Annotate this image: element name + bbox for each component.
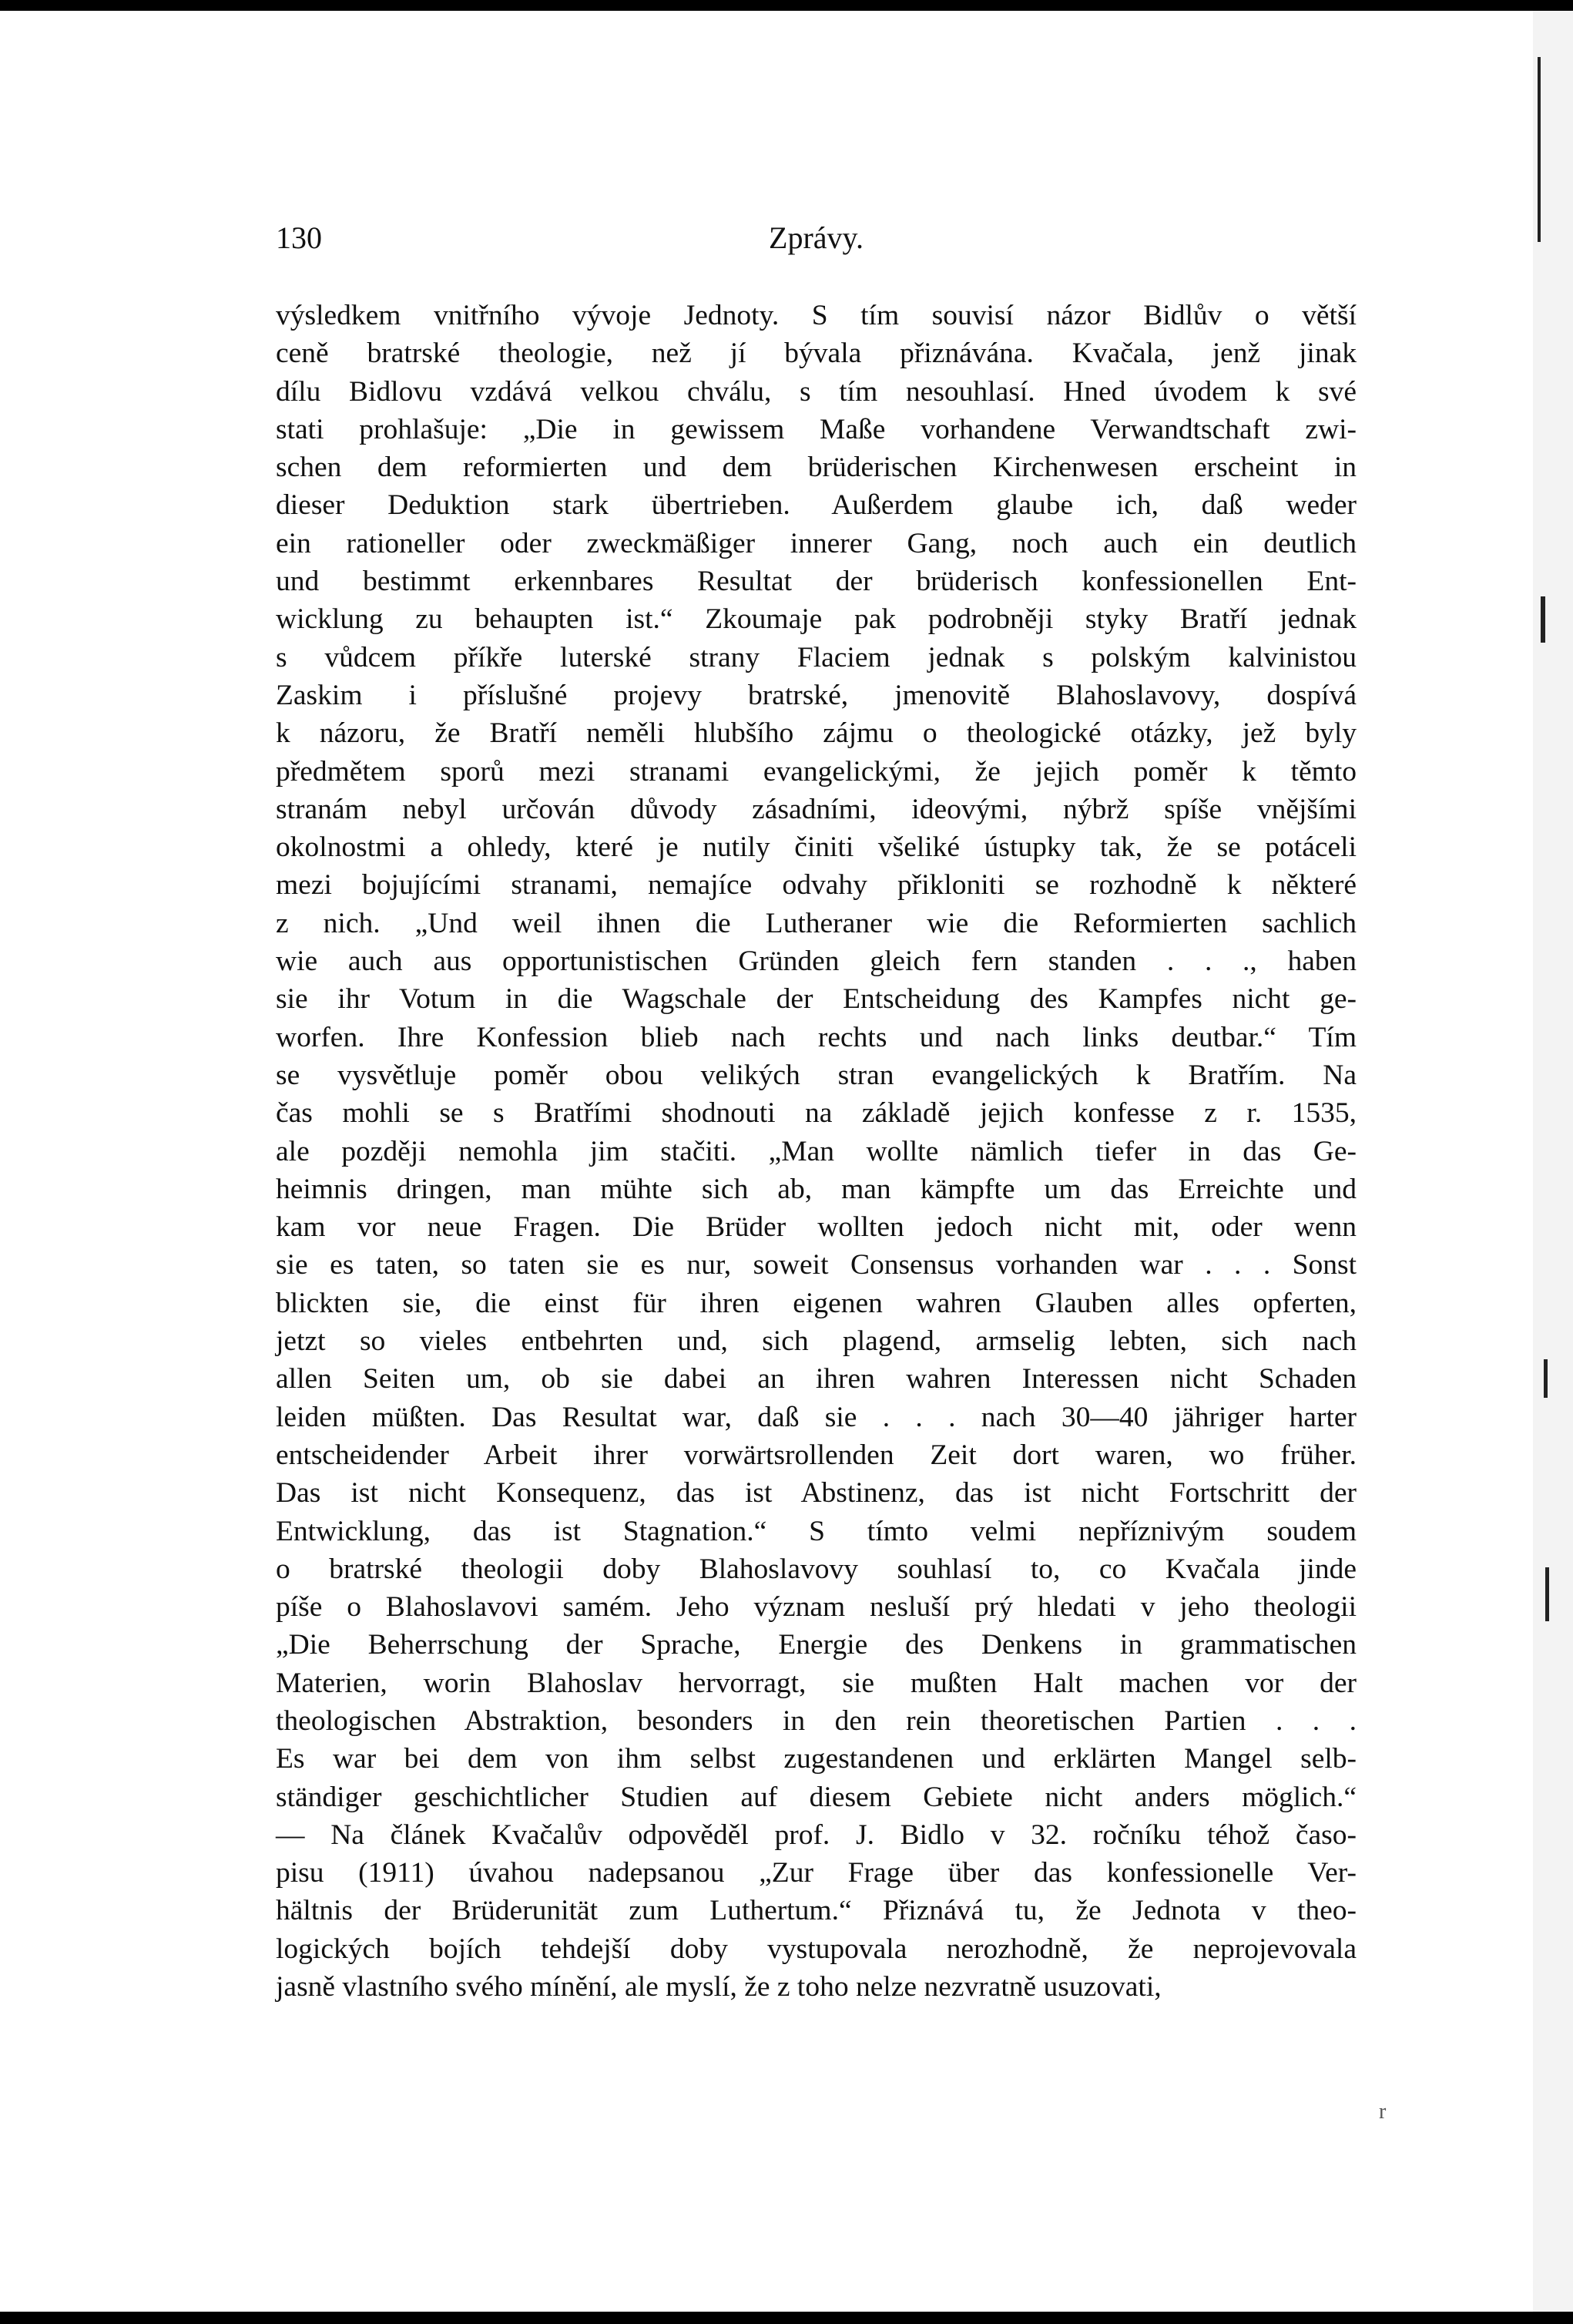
text-line: Materien, worin Blahoslav hervorragt, sie mußten Halt machen vor der	[276, 1667, 1357, 1699]
text-line: pisu (1911) úvahou nadepsanou „Zur Frage über das konfessionelle Ver-	[276, 1857, 1357, 1889]
text-line: k názoru, že Bratří neměli hlubšího zájmu o theologické otázky, jež byly	[276, 717, 1357, 750]
scan-edge	[1533, 11, 1573, 2312]
text-line: theologischen Abstraktion, besonders in den rein theoretischen Partien . . .	[276, 1704, 1357, 1737]
text-line: worfen. Ihre Konfession blieb nach rechts und nach links deutbar.“ Tím	[276, 1021, 1357, 1053]
text-line: jasně vlastního svého mínění, ale myslí, že z toho nelze nezvratně usuzovati,	[276, 1971, 1162, 2003]
text-line: entscheidender Arbeit ihrer vorwärtsrollenden Zeit dort waren, wo früher.	[276, 1439, 1357, 1471]
text-line: kam vor neue Fragen. Die Brüder wollten jedoch nicht mit, oder wenn	[276, 1211, 1357, 1244]
scan-edge-line	[1541, 596, 1545, 643]
text-line: Entwicklung, das ist Stagnation.“ S tímto velmi nepříznivým soudem	[276, 1515, 1357, 1547]
running-head	[276, 220, 1357, 266]
text-line: allen Seiten um, ob sie dabei an ihren wahren Interessen nicht Schaden	[276, 1363, 1357, 1395]
text-line: Zaskim i příslušné projevy bratrské, jmenovitě Blahoslavovy, dospívá	[276, 679, 1357, 711]
text-line: jetzt so vieles entbehrten und, sich plagend, armselig lebten, sich nach	[276, 1325, 1357, 1358]
body-text	[276, 297, 1357, 2006]
text-line: hältnis der Brüderunität zum Luthertum.“ Přiznává tu, že Jednota v theo-	[276, 1895, 1357, 1927]
text-line: okolnostmi a ohledy, které je nutily činiti všeliké ústupky tak, že se potáceli	[276, 831, 1357, 864]
text-line: píše o Blahoslavovi samém. Jeho význam nesluší prý hledati v jeho theologii	[276, 1591, 1357, 1624]
text-line: wicklung zu behaupten ist.“ Zkoumaje pak podrobněji styky Bratří jednak	[276, 603, 1357, 636]
text-line: stranám nebyl určován důvody zásadními, ideovými, nýbrž spíše vnějšími	[276, 793, 1357, 825]
text-line: s vůdcem příkře luterské strany Flaciem jednak s polským kalvinistou	[276, 641, 1357, 673]
text-line: sie es taten, so taten sie es nur, soweit Consensus vorhanden war . . . Sonst	[276, 1249, 1357, 1281]
text-line: logických bojích tehdejší doby vystupovala nerozhodně, že neprojevovala	[276, 1933, 1357, 1965]
text-line: ale později nemohla jim stačiti. „Man wollte nämlich tiefer in das Ge-	[276, 1135, 1357, 1167]
text-line: sie ihr Votum in die Wagschale der Entscheidung des Kampfes nicht ge-	[276, 983, 1357, 1016]
text-line: dieser Deduktion stark übertrieben. Außerdem glaube ich, daß weder	[276, 489, 1357, 522]
text-line: und bestimmt erkennbares Resultat der brüderisch konfessionellen Ent-	[276, 566, 1357, 598]
text-line: schen dem reformierten und dem brüderischen Kirchenwesen erscheint in	[276, 452, 1357, 484]
scan-edge-line	[1538, 57, 1541, 242]
scan-edge-line	[1545, 1567, 1549, 1621]
page-number: 130	[276, 220, 322, 255]
text-line: ein rationeller oder zweckmäßiger innerer Gang, noch auch ein deutlich	[276, 527, 1357, 559]
text-line: výsledkem vnitřního vývoje Jednoty. S tím souvisí názor Bidlův o větší	[276, 300, 1357, 331]
text-line: ständiger geschichtlicher Studien auf diesem Gebiete nicht anders möglich.“	[276, 1781, 1357, 1813]
text-line: ceně bratrské theologie, než jí bývala přiznávána. Kvačala, jenž jinak	[276, 338, 1357, 370]
section-title: Zprávy.	[769, 220, 864, 255]
scan-speck: r	[1379, 2100, 1387, 2124]
text-line: o bratrské theologii doby Blahoslavovy souhlasí to, co Kvačala jinde	[276, 1553, 1357, 1585]
text-line: wie auch aus opportunistischen Gründen gleich fern standen . . ., haben	[276, 945, 1357, 978]
text-line: Es war bei dem von ihm selbst zugestandenen und erklärten Mangel selb-	[276, 1743, 1357, 1775]
text-line: dílu Bidlovu vzdává velkou chválu, s tím nesouhlasí. Hned úvodem k své	[276, 375, 1357, 408]
text-line: „Die Beherrschung der Sprache, Energie des Denkens in grammatischen	[276, 1629, 1357, 1661]
text-line: čas mohli se s Bratřími shodnouti na základě jejich konfesse z r. 1535,	[276, 1097, 1357, 1130]
text-line: — Na článek Kvačalův odpověděl prof. J. Bidlo v 32. ročníku téhož časo-	[276, 1819, 1357, 1851]
text-line: z nich. „Und weil ihnen die Lutheraner wie die Reformierten sachlich	[276, 907, 1357, 939]
text-line: blickten sie, die einst für ihren eigenen wahren Glauben alles opferten,	[276, 1287, 1357, 1319]
text-line: předmětem sporů mezi stranami evangelickými, že jejich poměr k těmto	[276, 755, 1357, 788]
text-line: Das ist nicht Konsequenz, das ist Abstinenz, das ist nicht Fortschritt der	[276, 1477, 1357, 1510]
text-line: heimnis dringen, man mühte sich ab, man kämpfte um das Erreichte und	[276, 1173, 1357, 1205]
text-line: stati prohlašuje: „Die in gewissem Maße vorhandene Verwandtschaft zwi-	[276, 413, 1357, 445]
text-line: mezi bojujícími stranami, nemajíce odvahy přikloniti se rozhodně k některé	[276, 869, 1357, 902]
text-line: se vysvětluje poměr obou velikých stran evangelických k Bratřím. Na	[276, 1059, 1357, 1091]
text-line: leiden müßten. Das Resultat war, daß sie . . . nach 30—40 jähriger harter	[276, 1401, 1357, 1433]
scan-edge-line	[1544, 1359, 1548, 1398]
